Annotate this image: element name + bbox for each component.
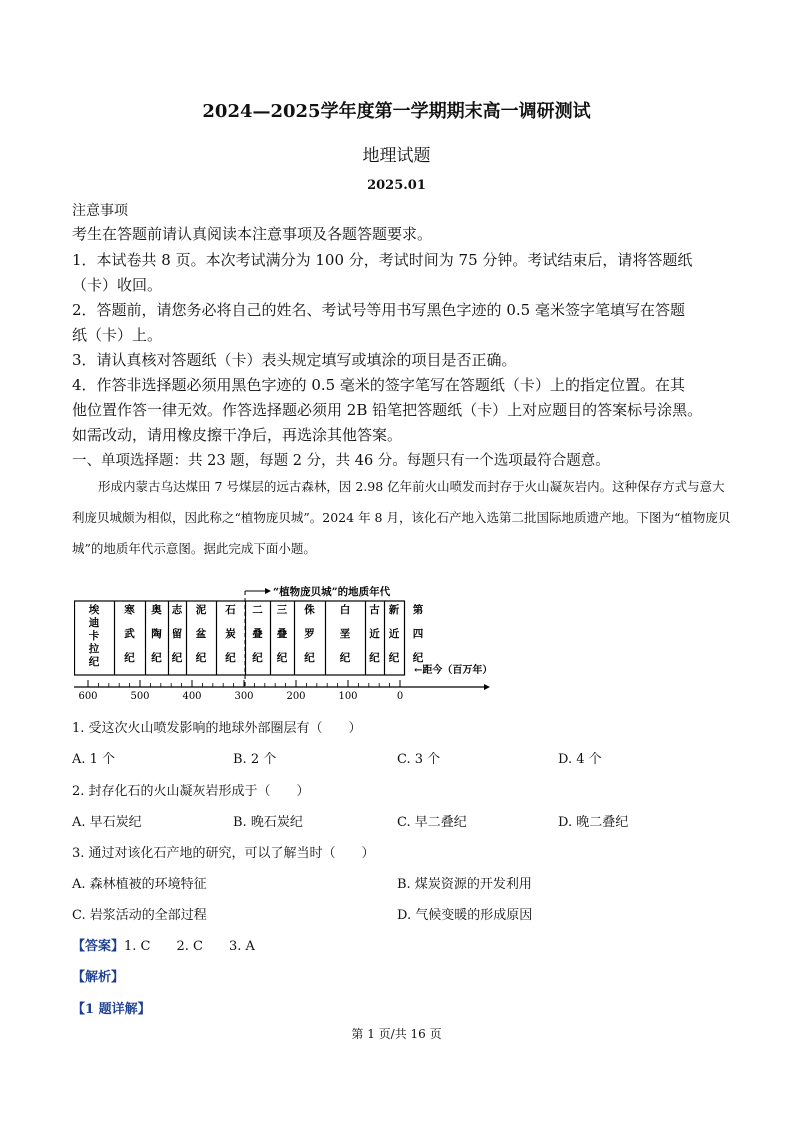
q1-option-b[interactable]: B. 2 个 <box>233 752 277 767</box>
question-1-stem: 1. 受这次火山喷发影响的地球外部圈层有（ ） <box>72 721 362 736</box>
period-label-char: 新 <box>388 604 400 616</box>
period-label-char: 纪 <box>171 652 183 664</box>
quaternary-label-char: 四 <box>412 628 424 640</box>
period-label-char: 纪 <box>225 652 236 664</box>
notice-item-2a: 2．答题前，请您务必将自己的姓名、考试号等用书写黑色字迹的 0.5 毫米签字笔填写在答题 <box>72 301 685 319</box>
answer-value: 1. C 2. C 3. A <box>124 939 255 954</box>
notice-item-1a: 1．本试卷共 8 页。本次考试满分为 100 分，考试时间为 75 分钟。考试结束后，请将答题纸 <box>72 251 693 269</box>
period-label-char: 石 <box>225 604 236 616</box>
period-label-char: 垩 <box>339 628 351 640</box>
period-label-char: 纪 <box>195 652 207 664</box>
period-label-char: 拉 <box>88 643 100 655</box>
answer-line <box>72 935 255 954</box>
period-label-char: 留 <box>171 628 183 640</box>
period-label-char: 迪 <box>88 617 100 629</box>
period-label-char: 炭 <box>225 628 236 640</box>
q1-option-d[interactable]: D. 4 个 <box>558 752 602 767</box>
period-label-char: 近 <box>388 628 400 640</box>
page-subtitle: 地理试题 <box>362 146 431 166</box>
period-label-char: 寒 <box>124 604 135 616</box>
period-label-char: 三 <box>276 604 288 616</box>
page-title: 2024—2025学年度第一学期期末高一调研测试 <box>202 101 591 122</box>
q2-option-d[interactable]: D. 晚二叠纪 <box>558 815 629 830</box>
q3-option-a[interactable]: A. 森林植被的环境特征 <box>72 877 207 892</box>
notice-item-4b: 他位置作答一律无效。作答选择题必须用 2B 铅笔把答题纸（卡）上对应题目的答案标号涂黑。 <box>72 401 703 419</box>
q3-option-d[interactable]: D. 气候变暖的形成原因 <box>397 908 533 923</box>
notice-item-4a: 4．作答非选择题必须用黑色字迹的 0.5 毫米的签字笔写在答题纸（卡）上的指定位置。在其 <box>72 376 685 394</box>
detail-label: 【1 题详解】 <box>72 1002 151 1017</box>
period-label-char: 志 <box>171 604 183 616</box>
period-label-char: 纪 <box>276 652 288 664</box>
pompeii-marker-arrowhead <box>265 588 271 594</box>
time-axis-arrowhead <box>484 684 490 690</box>
period-label-char: 纪 <box>88 656 100 668</box>
notice-intro: 考生在答题前请认真阅读本注意事项及各题答题要求。 <box>72 225 433 243</box>
period-label-char: 盆 <box>195 628 207 640</box>
axis-tick-label: 200 <box>286 691 306 699</box>
period-label-char: 罗 <box>304 628 315 640</box>
period-label-char: 纪 <box>339 652 351 664</box>
axis-tick-label: 0 <box>396 691 404 699</box>
period-label-char: 埃 <box>88 604 100 616</box>
question-3-stem: 3. 通过对该化石产地的研究，可以了解当时（ ） <box>72 846 375 861</box>
section-heading: 一、单项选择题：共 23 题，每题 2 分，共 46 分。每题只有一个选项最符合题意。 <box>72 453 610 469</box>
notice-heading: 注意事项 <box>72 203 128 219</box>
period-label-char: 纪 <box>388 652 400 664</box>
period-label-char: 纪 <box>369 652 380 664</box>
q1-option-c[interactable]: C. 3 个 <box>397 752 441 767</box>
axis-tick-label: 600 <box>78 691 98 699</box>
q3-option-c[interactable]: C. 岩浆活动的全部过程 <box>72 908 207 923</box>
period-label-char: 叠 <box>276 628 288 640</box>
axis-tick-label: 300 <box>234 691 254 699</box>
period-label-char: 叠 <box>252 628 263 640</box>
period-label-char: 泥 <box>195 604 207 616</box>
period-label-char: 侏 <box>304 604 315 616</box>
notice-item-2b: 纸（卡）上。 <box>72 326 163 344</box>
q3-option-b[interactable]: B. 煤炭资源的开发利用 <box>397 877 532 892</box>
axis-tick-label: 500 <box>130 691 150 699</box>
reading-passage: 形成内蒙古乌达煤田 7 号煤层的远古森林，因 2.98 亿年前火山喷发而封存于火山凝灰岩内。这种保存方式与意大利庞贝城颇为相似，因此称之“植物庞贝城”。2024 年 8 月，该化石产地入选第二批国际地质遗产地。下图为“植物庞贝城”的地质年代示意图。据此完成下面小题。 <box>72 479 731 556</box>
notice-item-3: 3．请认真核对答题纸（卡）表头规定填写或填涂的项目是否正确。 <box>72 351 517 369</box>
period-label-char: 卡 <box>88 630 100 642</box>
period-label-char: 纪 <box>124 652 135 664</box>
geologic-timeline-figure <box>74 577 494 699</box>
period-label-char: 古 <box>369 604 380 616</box>
q2-option-c[interactable]: C. 早二叠纪 <box>397 815 467 830</box>
period-label-char: 纪 <box>151 652 162 664</box>
axis-tick-label: 100 <box>338 691 358 699</box>
quaternary-label-char: 第 <box>412 604 424 616</box>
period-label-char: 纪 <box>252 652 263 664</box>
period-label-char: 近 <box>369 628 380 640</box>
q2-option-b[interactable]: B. 晚石炭纪 <box>233 815 303 830</box>
period-label-char: 奥 <box>151 604 162 616</box>
page-footer: 第 1 页/共 16 页 <box>351 1027 442 1041</box>
q1-option-a[interactable]: A. 1 个 <box>72 752 116 767</box>
period-label-char: 二 <box>252 604 263 616</box>
q2-option-a[interactable]: A. 早石炭纪 <box>72 815 142 830</box>
exam-date: 2025.01 <box>367 178 426 193</box>
pompeii-annotation: “植物庞贝城”的地质年代 <box>273 586 391 598</box>
period-label-char: 纪 <box>304 652 315 664</box>
notice-item-1b: （卡）收回。 <box>72 276 163 294</box>
axis-tick-label: 400 <box>182 691 202 699</box>
period-label-char: 陶 <box>151 628 162 640</box>
quaternary-label-char: 纪 <box>412 652 424 664</box>
question-2-stem: 2. 封存化石的火山凝灰岩形成于（ ） <box>72 784 310 799</box>
axis-title: ←距今（百万年） <box>414 665 493 676</box>
answer-label: 【答案】 <box>72 939 125 954</box>
period-label-char: 武 <box>124 628 135 640</box>
period-label-char: 白 <box>339 604 351 616</box>
analysis-label: 【解析】 <box>72 970 125 985</box>
notice-item-4c: 如需改动，请用橡皮擦干净后，再选涂其他答案。 <box>72 426 403 444</box>
